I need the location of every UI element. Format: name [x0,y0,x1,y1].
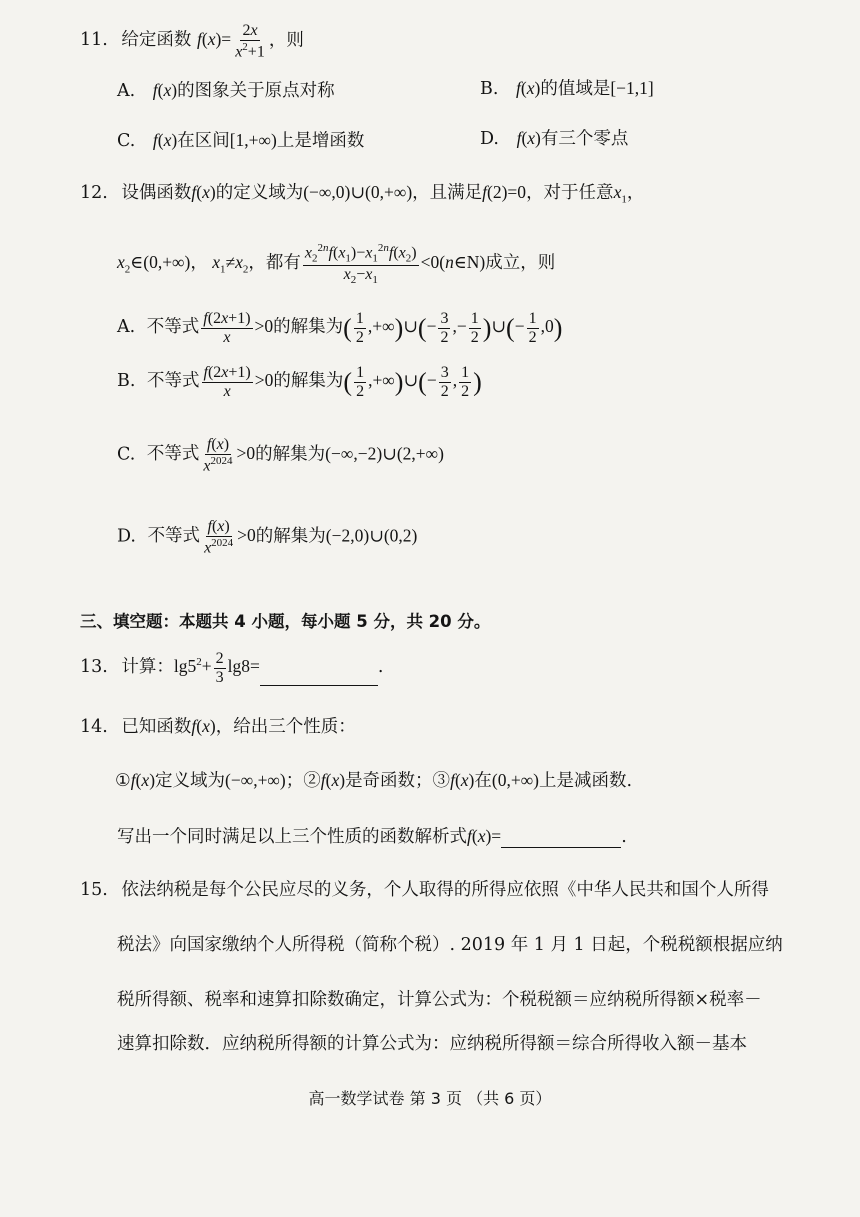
formula: f(x) [191,182,216,202]
stem-text: 写出一个同时满足以上三个性质的函数解析式 [117,827,467,847]
property-text: ；② [285,771,321,791]
formula: $\frac{f(x)}{x^{2024}}$ >0 [204,518,256,556]
stem-text: ，都有 [248,252,301,273]
paragraph-text: 依法纳税是每个公民应尽的义务，个人取得的所得应依照《中华人民共和国个人所得 [121,880,769,900]
q11-option-b [480,78,654,100]
q14-ask: 写出一个同时满足以上三个性质的函数解析式f(x)= . [117,826,627,847]
formula: (−∞,0)∪(0,+∞) [303,182,413,202]
stem-text: ，则 [268,30,304,51]
formula: $\lg 5^2+$ $\frac{2}{3}$ lg8= [173,650,260,686]
stem-text: 成立，则 [485,252,556,273]
stem-text: 已知函数 [121,717,192,737]
q12-option-b [117,364,482,400]
option-text: 的值域是 [540,79,611,99]
q12-stem-line1: 12. 设偶函数f(x)的定义域为(−∞,0)∪(0,+∞)，且满足f(2)=0，对于任意$x_1$， [80,182,645,206]
q12-option-a [117,310,562,346]
stem-text: 给定函数 [121,30,192,51]
q11-option-c [117,130,364,152]
option-text: 的解集为 [255,444,326,465]
formula: f(x) [152,80,178,100]
formula: (−∞,+∞) [225,770,286,790]
option-label: B. [480,79,499,99]
formula: f(2)=0 [482,182,527,202]
formula: (−2,0)∪(0,2) [325,525,418,546]
formula: (0,+∞) [491,770,540,790]
option-label: D. [117,526,136,547]
option-text: 不等式 [146,317,200,338]
q15-line-4: 速算扣除数．应纳税所得额的计算公式为：应纳税所得额＝综合所得收入额－基本 [117,1034,747,1054]
formula: (−∞,−2)∪(2,+∞) [325,443,444,464]
option-text: 有三个零点 [540,129,629,149]
property-text: 上是减函数. [539,771,633,791]
formula: f(x) [152,130,178,150]
q15-line-3: 税所得额、税率和速算扣除数确定，计算公式为：个税税额＝应纳税所得额×税率－ [117,990,762,1010]
page-footer: 高一数学试卷 第 3 页 （共 6 页） [308,1089,552,1108]
formula: f(x)= $\frac{2x}{x^2+1}$ [197,22,265,60]
answer-blank[interactable] [260,685,378,686]
stem-text: 的定义域为 [215,183,304,203]
option-label: A. [117,81,136,101]
property-text: 在 [474,771,492,791]
formula: $\frac{f(x)}{x^{2024}}$ >0 [203,436,256,474]
formula: f(x) [450,770,475,790]
formula: f(x) [516,128,541,148]
q15-line-1 [80,880,769,901]
q14-stem [80,716,356,738]
formula: f(x) [516,78,541,98]
stem-text: 计算： [121,657,174,678]
question-number: 13. [80,657,108,678]
section-heading: 三、填空题：本题共 4 小题，每小题 5 分，共 20 分。 [80,612,491,631]
option-label: D. [480,129,499,149]
stem-text: 设偶函数 [121,183,192,203]
formula: f(x) [130,770,156,790]
option-text: 的解集为 [273,371,344,392]
q12-option-c [117,436,444,475]
option-text: 的解集为 [255,526,326,547]
option-label: B. [117,371,136,392]
question-number: 12. [80,183,108,203]
option-text: 不等式 [147,526,201,547]
option-text: 不等式 [146,444,200,465]
question-number: 15. [80,880,108,900]
option-text: 的解集为 [273,317,344,338]
option-text: 在区间 [177,131,230,151]
question-number: 14. [80,717,108,737]
formula: [1,+∞) [229,130,277,150]
stem-text: ，对于任意 [526,183,614,203]
formula: $\frac{f(2x+1)}{x}$ >0 [203,364,274,400]
option-text: 上是增函数 [276,131,365,151]
q12-option-d [117,518,417,557]
stem-text: ，给出三个性质： [215,717,356,737]
q12-stem-line2 [117,242,555,286]
answer-blank[interactable] [501,847,621,848]
option-label: A. [117,317,136,338]
property-text: 定义域为 [155,771,226,791]
formula: $\frac{f(2x+1)}{x}$ >0 [203,310,274,346]
formula: ( $\frac{1}{2}$ ,+∞)∪(− $\frac{3}{2}$ , $\frac{1}{2}$ ) [343,364,482,400]
formula: f(x) [320,770,346,790]
q15-line-2: 税法》向国家缴纳个人所得税（简称个税）. 2019 年 1 月 1 日起，个税税额根据应纳 [117,935,783,955]
formula: $x_1$ [613,182,627,206]
option-text: 不等式 [147,371,200,392]
property-marker: ① [115,771,131,791]
option-text: 的图象关于原点对称 [177,81,335,101]
q11-option-d [480,128,628,150]
q11-stem [80,22,304,61]
formula: $x_2\in(0,+\infty)$， $x_1\ne x_2$ [117,251,249,276]
q14-properties [115,770,632,792]
q13: 13. 计算：$\lg 5^2+$ $\frac{2}{3}$ lg8= . [80,650,384,686]
question-number: 11. [80,30,108,51]
formula: [−1,1] [610,78,654,98]
formula: f(x)= [467,826,502,846]
stem-text: ，且满足 [412,183,483,203]
formula: ( $\frac{1}{2}$ ,+∞)∪(− $\frac{3}{2}$ ,− $\frac{1}{2}$ )∪(− $\frac{1}{2}$ ,0) [343,310,563,346]
property-text: 是奇函数；③ [345,771,451,791]
formula: f(x) [191,716,216,736]
formula: $\frac{x_2^{2n}f(x_1)-x_1^{2n}f(x_2)}{x_2-x_1}$ <0(n∈N) [304,242,486,286]
option-label: C. [117,444,136,465]
q11-option-a [117,80,335,102]
option-label: C. [117,131,136,151]
